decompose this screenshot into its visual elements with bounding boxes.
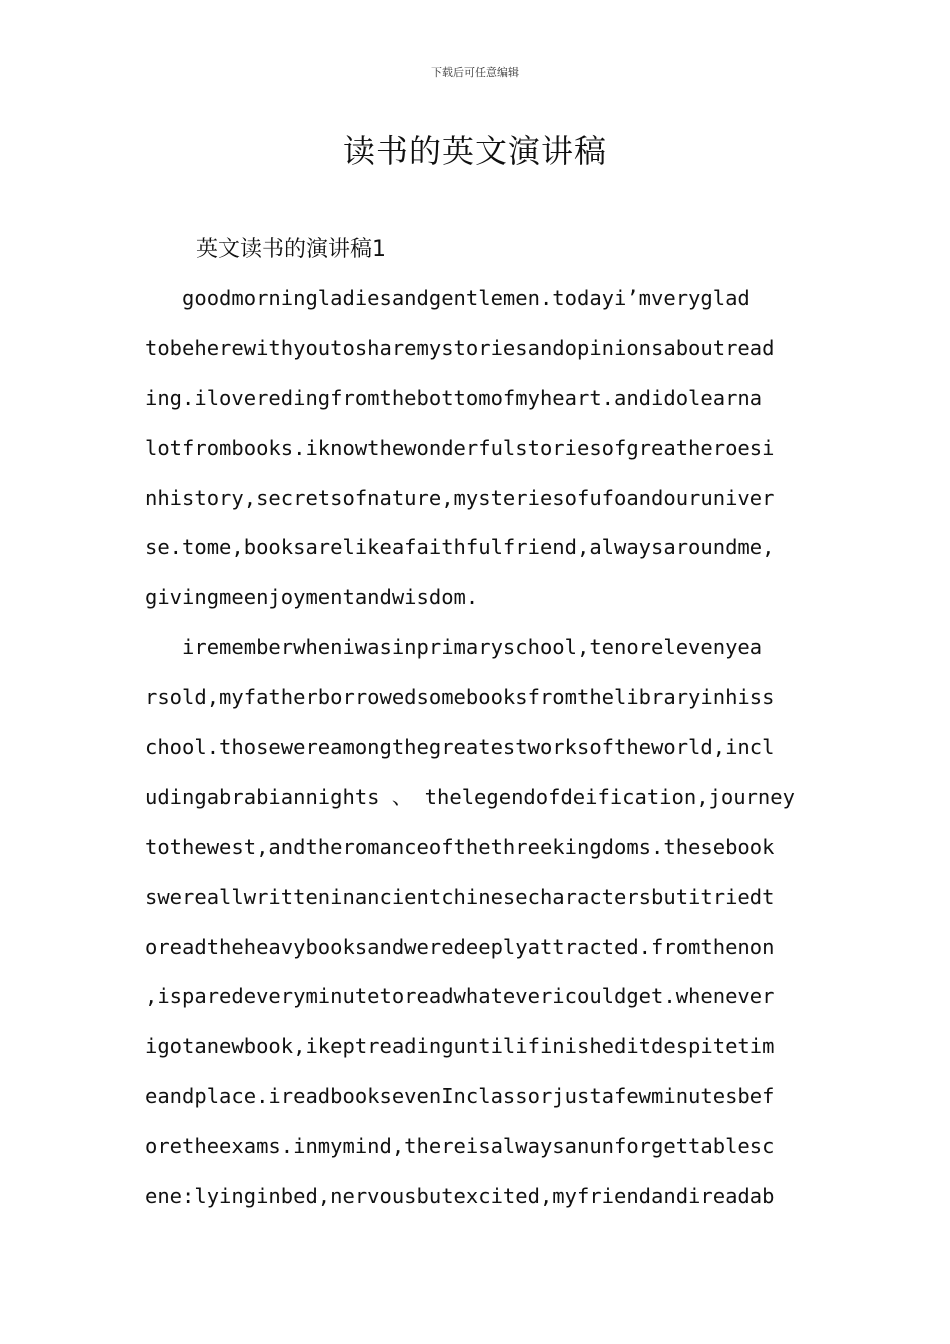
body-line: irememberwheniwasinprimaryschool,tenorelevenyea [145,635,763,660]
body-line: swereallwritteninancientchinesecharactersbutitriedt [145,884,775,909]
body-line: goodmorningladiesandgentlemen.todayi’mveryglad [145,286,750,310]
page-header-note: 下载后可任意编辑 [431,66,519,79]
body-line: igotanewbook,ikeptreadinguntilifinisheditdespitetim [145,1034,775,1059]
body-line: rsold,myfatherborrowedsomebooksfromthelibraryinhiss [145,685,775,710]
body-line: oretheexams.inmymind,thereisalwaysanunforgettablesc [145,1134,775,1159]
body-line: eandplace.ireadbooksevenInclassorjustafewminutesbef [145,1084,775,1109]
body-line: ing.iloveredingfromthebottomofmyheart.andidolearna [145,385,763,410]
document-title: 读书的英文演讲稿 [342,132,607,170]
body-line: tothewest,andtheromanceofthethreekingdoms.thesebook [145,834,775,859]
section-heading: 英文读书的演讲稿1 [196,237,386,262]
body-line: nhistory,secretsofnature,mysteriesofufoandouruniver [145,485,775,510]
body-line: tobeherewithyoutosharemystoriesandopinionsaboutread [145,335,775,360]
document-body [145,274,825,1222]
body-line: oreadtheheavybooksandweredeeplyattracted.fromthenon [145,934,775,959]
body-line: se.tome,booksarelikeafaithfulfriend,alwaysaroundme, [145,535,775,560]
body-line: chool.thosewereamongthegreatestworksoftheworld,incl [145,735,775,760]
body-line: udingabrabiannights 、 thelegendofdeification,journey [145,784,795,809]
body-line: ,isparedeveryminutetoreadwhatevericouldget.whenever [145,984,775,1009]
body-line: lotfrombooks.iknowthewonderfulstoriesofgreatheroesi [145,435,775,460]
body-line: givingmeenjoymentandwisdom. [145,585,479,610]
body-line: ene:lyinginbed,nervousbutexcited,myfriendandireadab [145,1184,775,1209]
